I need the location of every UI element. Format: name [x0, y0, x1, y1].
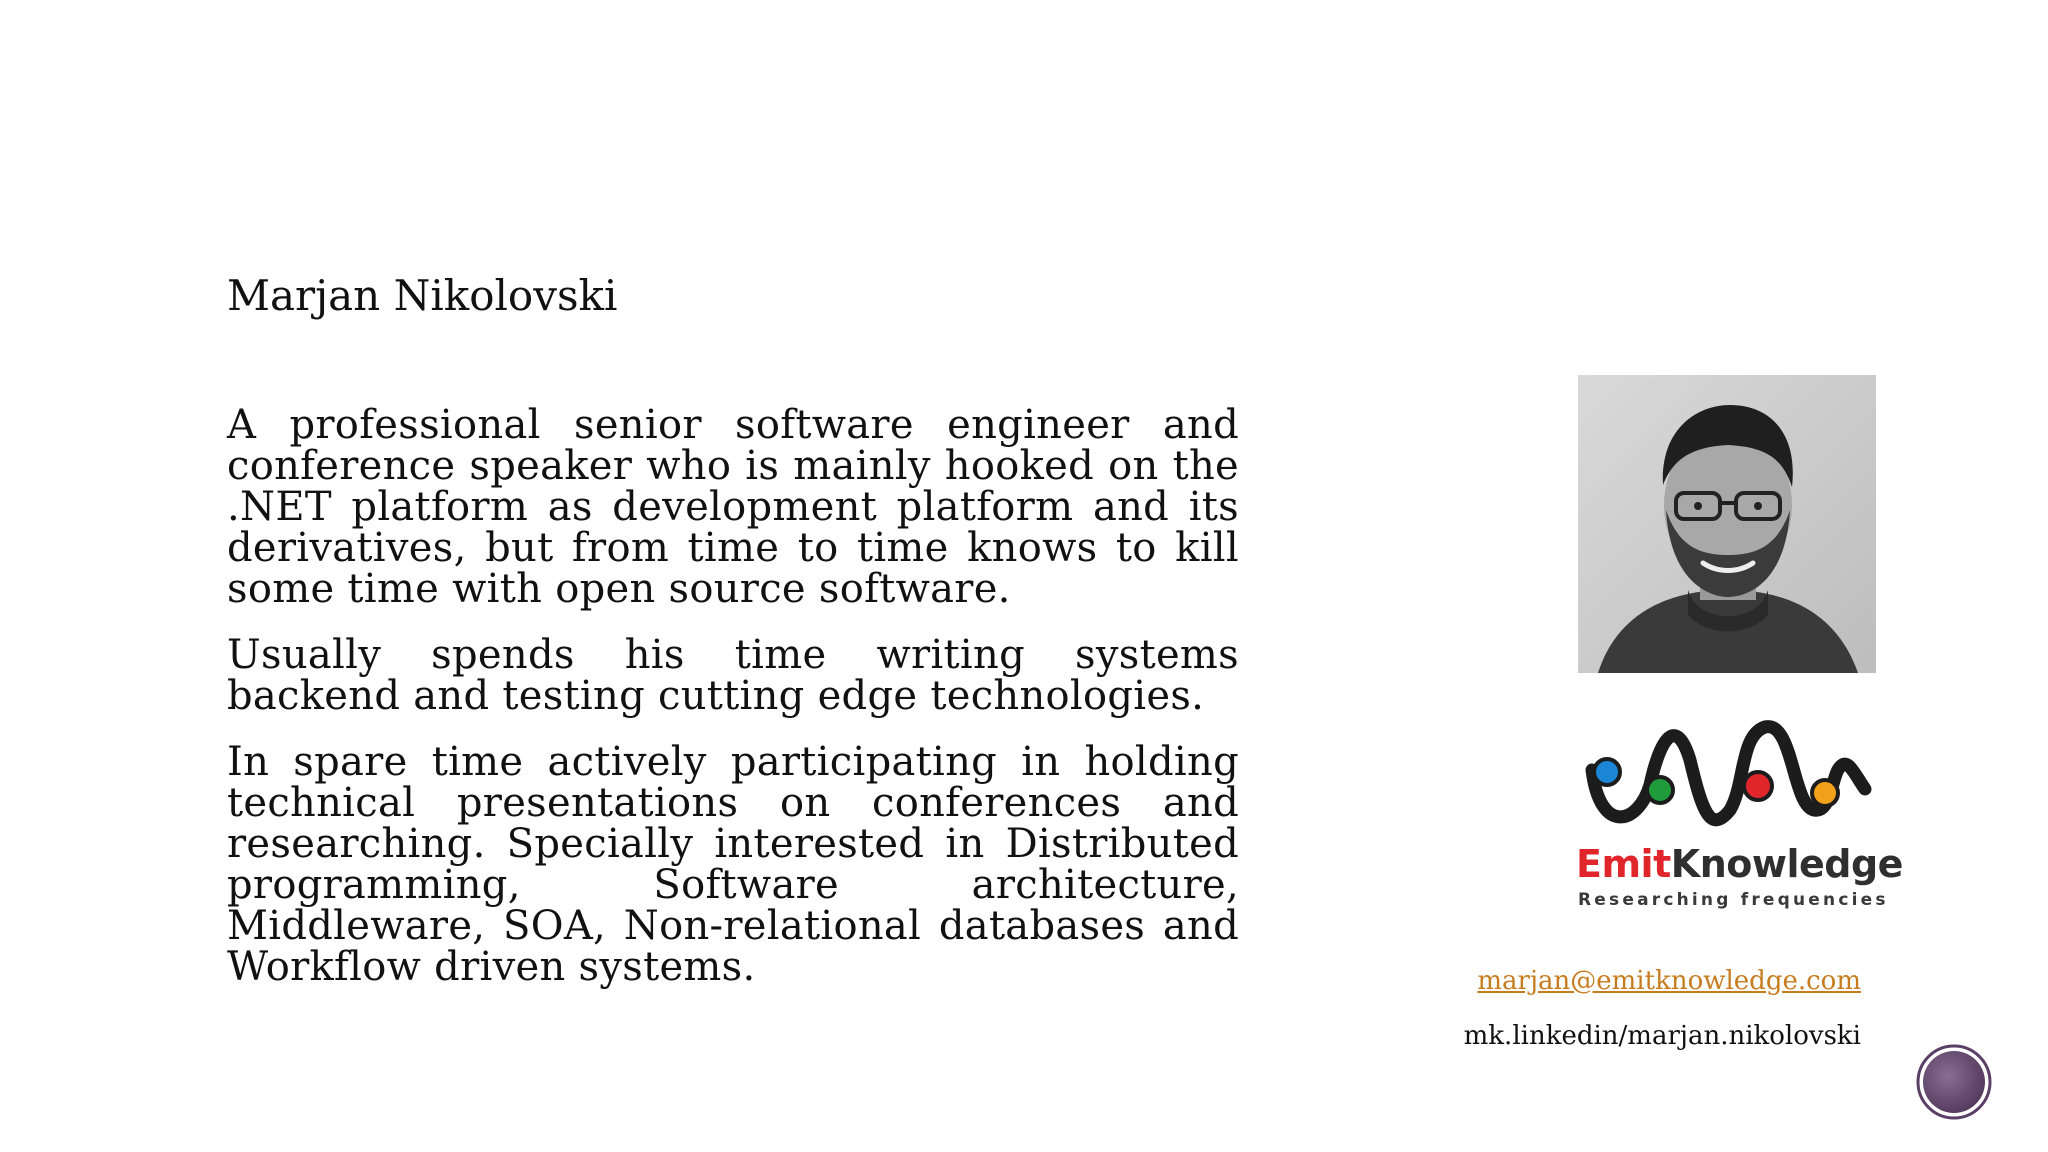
company-logo: [1570, 715, 1903, 920]
email-link[interactable]: marjan@emitknowledge.com: [1477, 966, 1861, 996]
purple-circle-badge-icon[interactable]: [1915, 1043, 1993, 1121]
speaker-bio: [227, 402, 1239, 1013]
logo-tagline: Researching frequencies: [1578, 890, 1889, 910]
linkedin-text: mk.linkedin/marjan.nikolovski: [1463, 1021, 1861, 1051]
speaker-photo: [1578, 375, 1876, 673]
bio-paragraph: Usually spends his time writing systems backend and testing cutting edge technologies.: [227, 632, 1239, 719]
speaker-name: Marjan Nikolovski: [227, 271, 618, 320]
portrait-image: [1578, 375, 1876, 673]
logo-wave-icon: [1570, 715, 1880, 840]
bio-paragraph: In spare time actively participating in holding technical presentations on conferences and researching. Specially interested in Distributed programming, Software architecture, Middleware, SOA, Non-relational databases and Workflow driven systems.: [227, 739, 1239, 990]
bio-paragraph: A professional senior software engineer and conference speaker who is mainly hooked on the .NET platform as development platform and its derivatives, but from time to time knows to kill some time with open source software.: [227, 402, 1239, 612]
logo-wordmark: [1576, 843, 1903, 885]
logo-brand-emit: Emit: [1576, 842, 1671, 886]
logo-brand-knowledge: Knowledge: [1670, 842, 1903, 886]
